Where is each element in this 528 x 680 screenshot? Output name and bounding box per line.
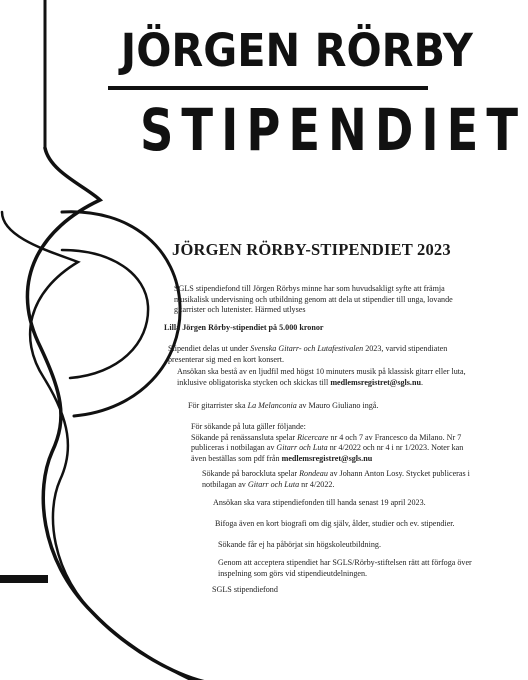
paragraph-lute	[191, 422, 474, 464]
paragraph-deadline: Ansökan ska vara stipendiefonden till handa senast 19 april 2023.	[213, 498, 426, 507]
email-link-2[interactable]: medlemsregistret@sgls.nu	[281, 453, 373, 463]
work-rondeau: Rondeau	[299, 469, 328, 478]
journal-name: Gitarr och Luta	[276, 443, 328, 453]
masthead-name: JÖRGEN RÖRBY	[120, 24, 473, 77]
paragraph-recording-rights: Genom att acceptera stipendiet har SGLS/Rörby-stiftelsen rätt att förfoga över inspelning som görs vid stipendieutdelningen.	[218, 558, 472, 578]
paragraph-festival	[168, 344, 474, 365]
journal-name-2: Gitarr och Luta	[247, 479, 300, 489]
signature: SGLS stipendiefond	[212, 585, 278, 594]
p1-text-b: 2023, varvid stipendiaten presenterar sig med en kort konsert.	[168, 344, 448, 364]
sound-hole-arc-inner	[62, 250, 148, 378]
email-link[interactable]: medlemsregistret@sgls.nu	[330, 377, 421, 387]
guitar-body-outer	[27, 148, 215, 680]
p5-text-c: nr 4/2022.	[299, 479, 335, 489]
guitar-bridge	[0, 575, 48, 583]
paragraph-baroque-lute	[202, 469, 474, 490]
p4-text-b: nr 4 och 7 av Francesco da Milano. Nr 7 publiceras i notbilagan av	[191, 432, 462, 453]
p2-text-a: Ansökan ska bestå av en ljudfil med högst 10 minuters musik på klassisk gitarr eller luta, inklusive obligatoriska stycken och skickas till	[177, 367, 466, 387]
section-heading	[164, 323, 464, 334]
p4-text-c: nr 4/2022 och nr 4 i nr 1/2023. Noter kan även beställas som pdf från	[191, 443, 464, 463]
p2-text-b: .	[420, 377, 423, 387]
masthead	[108, 20, 526, 164]
paragraph-education: Sökande får ej ha påbörjat sin högskoleutbildning.	[218, 540, 381, 549]
festival-name: Svenska Gitarr- och Lutafestivalen	[250, 344, 364, 353]
p5-text-b: av Johann Anton Losy. Stycket publiceras i notbilagan av	[202, 469, 470, 489]
paragraph-application	[177, 367, 474, 388]
document-title: JÖRGEN RÖRBY-STIPENDIET 2023	[172, 240, 451, 259]
paragraph-guitarists	[188, 401, 474, 412]
work-ricercare: Ricercare	[297, 432, 329, 442]
guitar-body-binding	[2, 212, 200, 680]
masthead-divider	[108, 86, 428, 90]
paragraph-biography: Bifoga även en kort biografi om dig själv, ålder, studier och ev. stipendier.	[215, 519, 455, 528]
intro-paragraph: SGLS stipendiefond till Jörgen Rörbys minne har som huvudsakligt syfte att främja musikalisk undervisning och utbildning genom att dela ut stipendier till unga, lovande gitarrister och lutenister. Härmed utlyses	[174, 284, 453, 315]
lute-lead: För sökande på luta gäller följande:	[191, 422, 306, 431]
section-heading-text: Lilla Jörgen Rörby-stipendiet på 5.000 kronor	[164, 323, 324, 332]
sound-hole-arc	[62, 212, 180, 416]
p1-text-a: Stipendiet delas ut under	[168, 344, 251, 353]
p3-text-a: För gitarrister ska	[188, 401, 248, 410]
masthead-stipendiet: STIPENDIET	[140, 96, 526, 164]
p5-text-a: Sökande på barockluta spelar	[202, 469, 300, 478]
work-la-melanconia: La Melanconia	[247, 401, 297, 410]
p4-text-a: Sökande på renässansluta spelar	[191, 432, 298, 442]
p3-text-b: av Mauro Giuliano ingå.	[296, 401, 379, 410]
